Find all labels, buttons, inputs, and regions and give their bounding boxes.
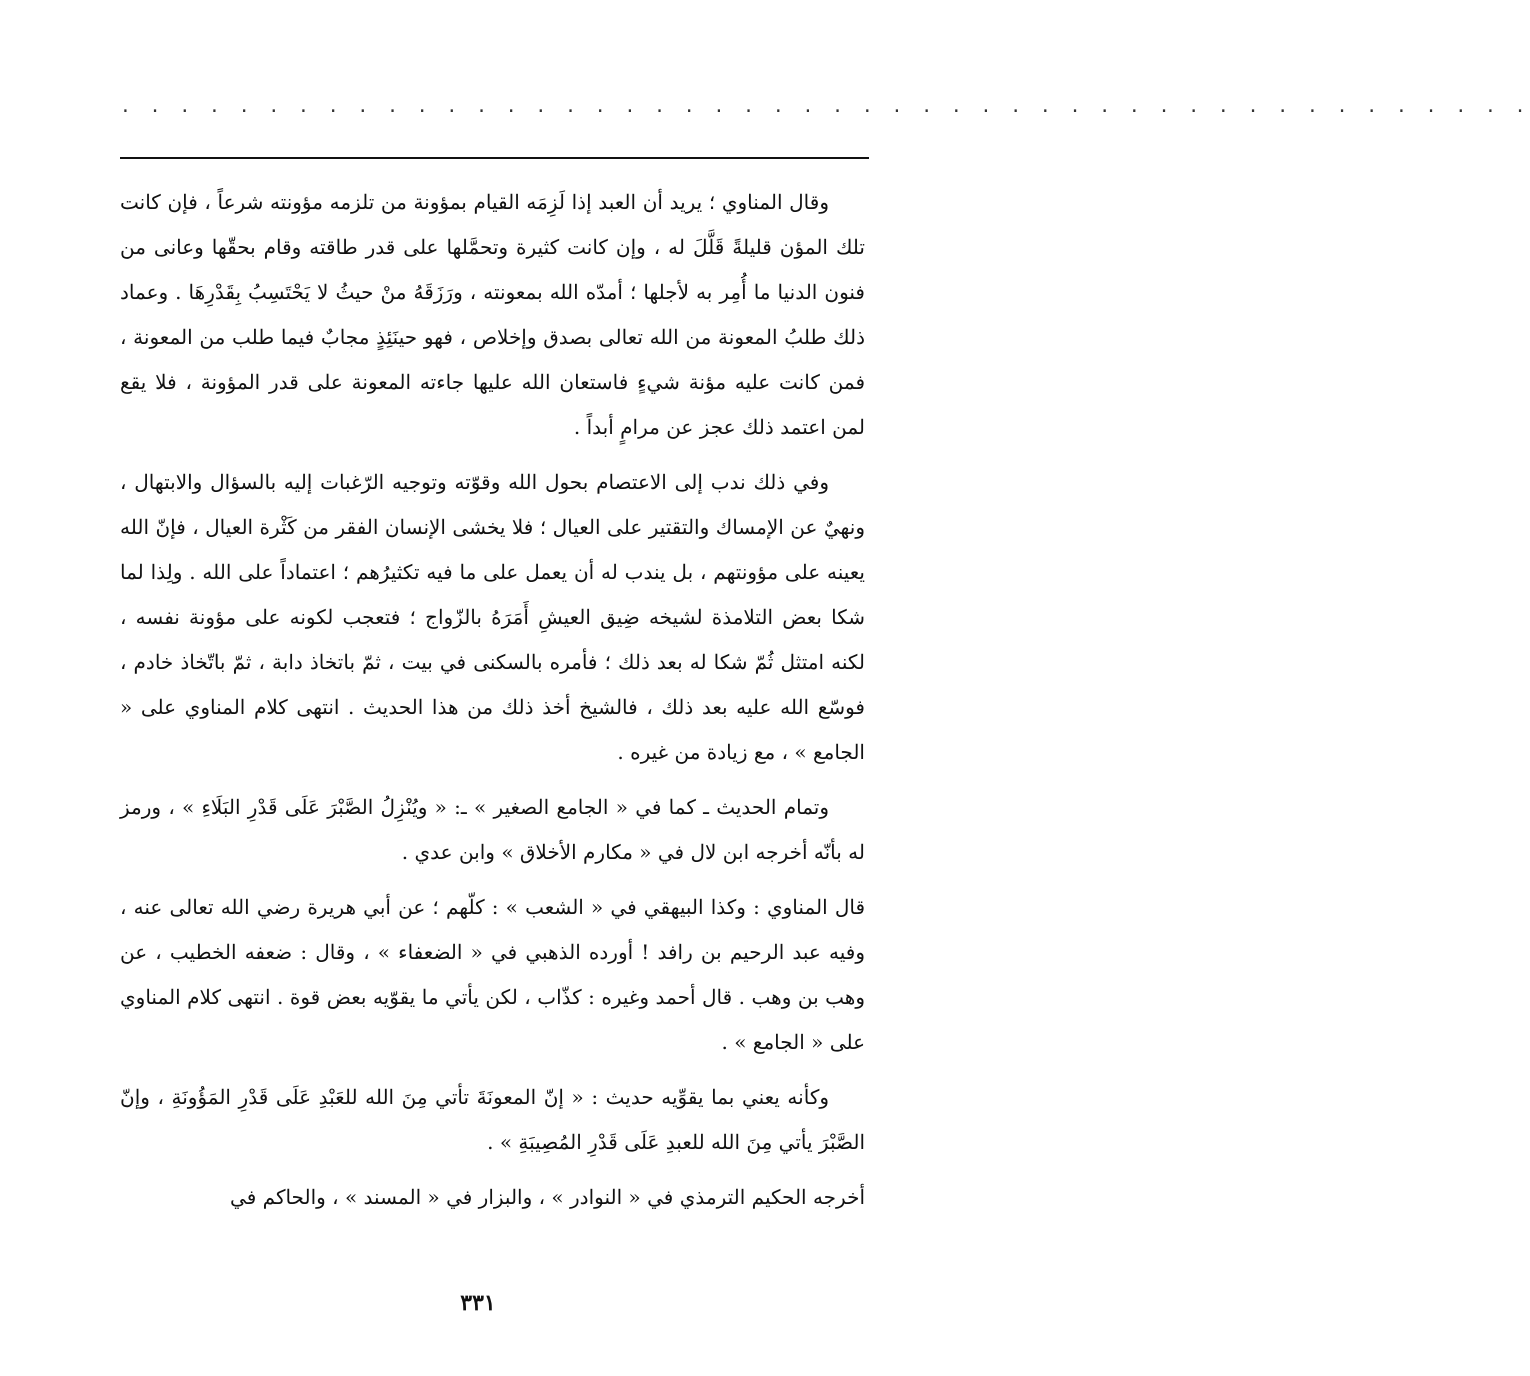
paragraph: وقال المناوي ؛ يريد أن العبد إذا لَزِمَه القيام بمؤونة من تلزمه مؤونته شرعاً ، فإن كانت تلك المؤن قليلةً قَلَّلَ له ، وإن كانت كثيرة وتحمَّلها على قدر طاقته وقام بحقّها وعانى من فنون الدنيا ما أُمِر به لأجلها ؛ أمدّه الله بمعونته ، ورَزَقَهُ منْ حيثُ لا يَحْتَسِبُ بِقَدْرِهَا . وعماد ذلك طلبُ المعونة من الله تعالى بصدق وإخلاص ، فهو حينَئِذٍ مجابٌ فيما طلب من المعونة ، فمن كانت عليه مؤنة شيءٍ فاستعان الله عليها جاءته المعونة على قدر المؤونة ، فلا يقع لمن اعتمد ذلك عجز عن مرامٍ أبداً . [120,190,865,439]
paragraph: أخرجه الحكيم الترمذي في « النوادر » ، والبزار في « المسند » ، والحاكم في [230,1185,865,1209]
separator-dots: . . . . . . . . . . . . . . . . . . . . . . . . . . . . . . . . . . . . . . . . . . . . . . . . [120,96,1530,117]
top-rule [120,157,869,159]
page-number: ٣٣١ [460,1290,496,1316]
paragraph: وفي ذلك ندب إلى الاعتصام بحول الله وقوّته وتوجيه الرّغبات إليه بالسؤال والابتهال ، ونهيٌ عن الإمساك والتقتير على العيال ؛ فلا يخشى الإنسان الفقر من كَثْرة العيال ، فإنّ الله يعينه على مؤونتهم ، بل يندب له أن يعمل على ما فيه تكثيرُهم ؛ اعتماداً على الله . ولِذا لما شكا بعض التلامذة لشيخه ضِيق العيشِ أَمَرَهُ بالزّواج ؛ فتعجب لكونه على مؤونة نفسه ، لكنه امتثل ثُمّ شكا له بعد ذلك ؛ فأمره بالسكنى في بيت ، ثمّ باتخاذ دابة ، ثمّ باتّخاذ خادم ، فوسّع الله عليه بعد ذلك ، فالشيخ أخذ ذلك من هذا الحديث . انتهى كلام المناوي على « الجامع » ، مع زيادة من غيره . [120,470,865,764]
paragraph: وتمام الحديث ـ كما في « الجامع الصغير » ـ: « ويُنْزِلُ الصَّبْرَ عَلَى قَدْرِ البَلَاءِ » ، ورمز له بأنّه أخرجه ابن لال في « مكارم الأخلاق » وابن عدي . [120,795,865,864]
paragraph: قال المناوي : وكذا البيهقي في « الشعب » : كلّهم ؛ عن أبي هريرة رضي الله تعالى عنه ، وفيه عبد الرحيم بن رافد ! أورده الذهبي في « الضعفاء » ، وقال : ضعفه الخطيب ، عن وهب بن وهب . قال أحمد وغيره : كذّاب ، لكن يأتي ما يقوّيه بعض قوة . انتهى كلام المناوي على « الجامع » . [120,895,865,1054]
paragraph: وكأنه يعني بما يقوِّيه حديث : « إنّ المعونَةَ تأتي مِنَ الله للعَبْدِ عَلَى قَدْرِ المَؤُونَةِ ، وإنّ الصَّبْرَ يأتي مِنَ الله للعبدِ عَلَى قَدْرِ المُصِيبَةِ » . [120,1085,865,1154]
body-text [120,180,865,1230]
